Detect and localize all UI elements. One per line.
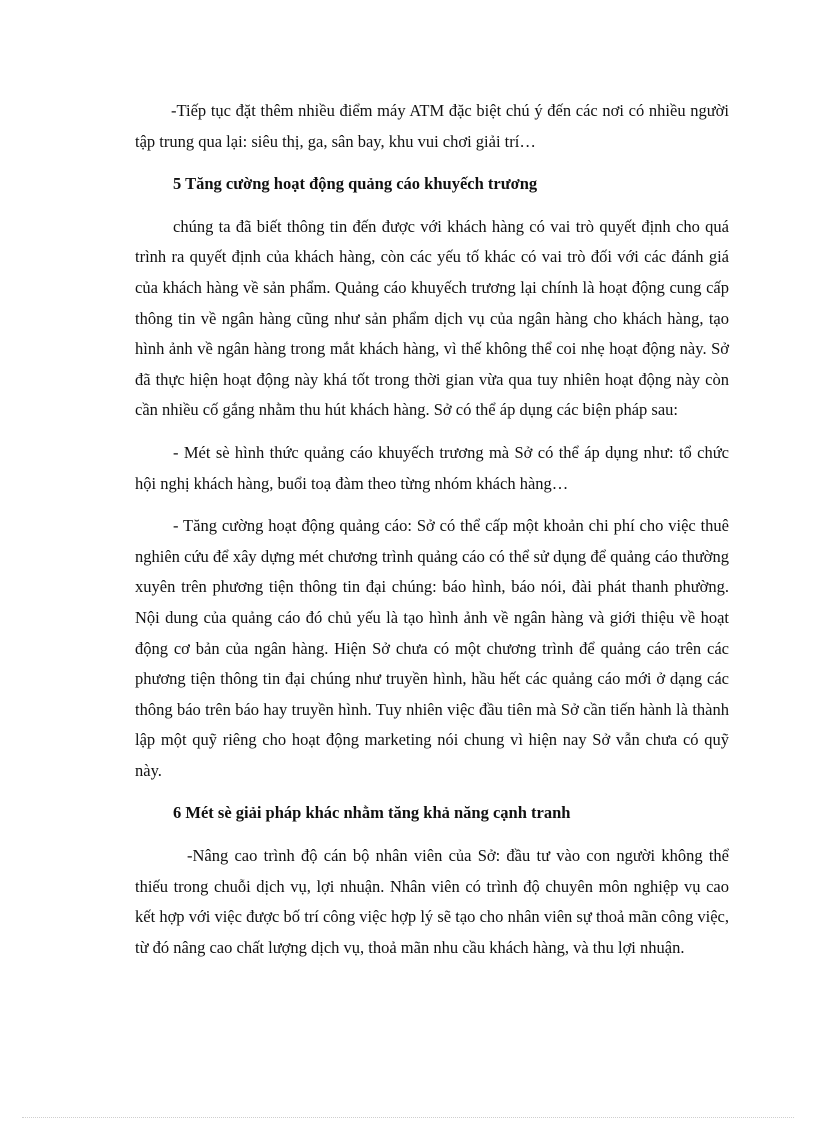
paragraph-advertising-intro: chúng ta đã biết thông tin đến được với khách hàng có vai trò quyết định cho quá trình ra quyết định của khách hàng, còn các yếu tố khác có vai trò đối với các đánh giá của khách hàng về sản phẩm. Quảng cáo khuyếch trương lại chính là hoạt động cung cấp thông tin về ngân hàng cũng như sản phẩm dịch vụ của ngân hàng cho khách hàng, tạo hình ảnh về ngân hàng trong mắt khách hàng, vì thế không thể coi nhẹ hoạt động này. Sở đã thực hiện hoạt động này khá tốt trong thời gian vừa qua tuy nhiên hoạt động này còn cần nhiều cố gắng nhằm thu hút khách hàng. Sở có thể áp dụng các biện pháp sau:	[135, 216, 729, 420]
paragraph-advertising-forms: - Mét sè hình thức quảng cáo khuyếch trương mà Sở có thể áp dụng như: tổ chức hội nghị khách hàng, buổi toạ đàm theo từng nhóm khách hàng…	[135, 442, 729, 493]
section-heading-6: 6 Mét sè giải pháp khác nhằm tăng khả năng cạnh tranh	[173, 803, 571, 823]
paragraph-advertising-boost: - Tăng cường hoạt động quảng cáo: Sở có thể cấp một khoản chi phí cho việc thuê nghiên cứu để xây dựng mét chương trình quảng cáo có thể sử dụng để quảng cáo thường xuyên trên phương tiện thông tin đại chúng: báo hình, báo nói, đài phát thanh phường. Nội dung của quảng cáo đó chủ yếu là tạo hình ảnh về ngân hàng và giới thiệu về hoạt động cơ bản của ngân hàng. Hiện Sở chưa có một chương trình để quảng cáo trên các phương tiện thông tin đại chúng như truyền hình, hầu hết các quảng cáo mới ở dạng các thông báo trên báo hay truyền hình. Tuy nhiên việc đầu tiên mà Sở cần tiến hành là thành lập một quỹ riêng cho hoạt động marketing nói chung vì hiện nay Sở vẫn chưa có quỹ này.	[135, 516, 729, 780]
document-body	[135, 96, 729, 975]
section-heading-5: 5 Tăng cường hoạt động quảng cáo khuyếch trương	[173, 174, 538, 194]
page-bottom-border	[22, 1117, 794, 1118]
paragraph-staff-training: -Nâng cao trình độ cán bộ nhân viên của Sở: đầu tư vào con người không thể thiếu trong chuỗi dịch vụ, lợi nhuận. Nhân viên có trình độ chuyên môn nghiệp vụ cao kết hợp với việc được bố trí công việc hợp lý sẽ tạo cho nhân viên sự thoả mãn công việc, từ đó nâng cao chất lượng dịch vụ, thoả mãn nhu cầu khách hàng, và thu lợi nhuận.	[135, 846, 729, 957]
paragraph-atm: -Tiếp tục đặt thêm nhiều điểm máy ATM đặc biệt chú ý đến các nơi có nhiều người tập trung qua lại: siêu thị, ga, sân bay, khu vui chơi giải trí…	[135, 101, 729, 151]
